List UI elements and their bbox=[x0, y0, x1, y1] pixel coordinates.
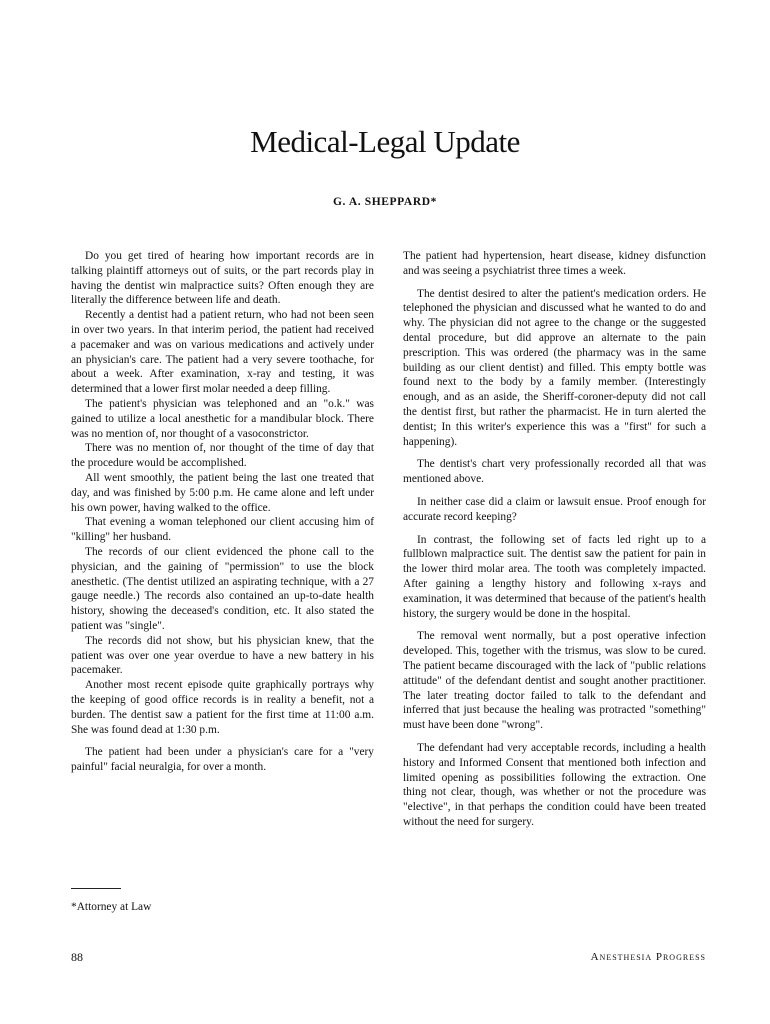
paragraph: The removal went normally, but a post operative infection developed. This, together with the trismus, was slow to be cured. The patient became discouraged with the lack of "public relations attitude" of the defendant dentist and sought another practitioner. The later treating doctor failed to talk to the defendant and inferred that just because the healing was protracted "something" must have been done "wrong". bbox=[403, 630, 706, 732]
paragraph: All went smoothly, the patient being the last one treated that day, and was finished by 5:00 p.m. He came alone and left under his own power, having walked to the office. bbox=[71, 471, 374, 514]
paragraph: Do you get tired of hearing how important records are in talking plaintiff attorneys out of suits, or the part records play in having the dentist win malpractice suits? Often enough they are literally the difference between life and death. bbox=[71, 250, 374, 307]
paragraph: The defendant had very acceptable records, including a health history and Informed Consent that mentioned both infection and limited opening as possibilities following the extraction. One thing not clear, though, was whether or not the procedure was "elective", in that perhaps the condition could have been treated without the need for surgery. bbox=[403, 741, 706, 828]
right-column bbox=[403, 249, 706, 838]
paragraph: Recently a dentist had a patient return, who had not been seen in over two years. In that interim period, the patient had received a pacemaker and was on various medications and actively under an physician's care. The patient had a very severe toothache, for about a week. After examination, x-ray and testing, it was determined that a lower first molar needed a deep filling. bbox=[71, 309, 374, 396]
paragraph: The patient's physician was telephoned and an "o.k." was gained to utilize a local anesthetic for a mandibular block. There was no mention of, nor thought of a vasoconstrictor. bbox=[71, 397, 374, 440]
paragraph: The dentist's chart very professionally recorded all that was mentioned above. bbox=[403, 458, 706, 486]
footnote-divider bbox=[71, 888, 121, 889]
article-title: Medical-Legal Update bbox=[250, 124, 520, 159]
paragraph: The patient had been under a physician's care for a "very painful" facial neuralgia, for over a month. bbox=[71, 746, 374, 774]
paragraph: That evening a woman telephoned our client accusing him of "killing" her husband. bbox=[71, 516, 374, 544]
left-column bbox=[71, 249, 374, 775]
article-author: G. A. SHEPPARD* bbox=[333, 196, 437, 208]
paragraph: The dentist desired to alter the patient's medication orders. He telephoned the physician and discussed what he wanted to do and why. The physician did not agree to the change or the suggested dental procedure, but did approve an alternate to the pain prescription. This was ordered (the pharmacy was in the same building as our client dentist) and filled. This empty bottle was found next to the body by a family member. (Interestingly enough, and as an aside, the Sheriff-coroner-deputy did not call the dentist first, but rather the pharmacist. He in turn alerted the dentist; In this writer's experience this was a "first" for such a happening). bbox=[403, 287, 706, 448]
paragraph: Another most recent episode quite graphically portrays why the keeping of good office records is in reality a benefit, not a burden. The dentist saw a patient for the first time at 11:00 a.m. She was found dead at 1:30 p.m. bbox=[71, 679, 374, 736]
footnote: *Attorney at Law bbox=[71, 901, 152, 913]
page-number: 88 bbox=[71, 950, 83, 964]
paragraph: There was no mention of, nor thought of the time of day that the procedure would be accomplished. bbox=[71, 442, 374, 470]
paragraph: The patient had hypertension, heart disease, kidney disfunction and was seeing a psychiatrist three times a week. bbox=[403, 250, 706, 277]
journal-name: Anesthesia Progress bbox=[590, 951, 706, 963]
paragraph: In contrast, the following set of facts led right up to a fullblown malpractice suit. The dentist saw the patient for pain in the lower third molar area. The tooth was completely impacted. After gaining a lengthy history and following x-rays and examination, it was determined that because of the patient's health history, the surgery would be done in the hospital. bbox=[403, 533, 706, 620]
paragraph: The records did not show, but his physician knew, that the patient was over one year overdue to have a new battery in his pacemaker. bbox=[71, 634, 374, 677]
paragraph: In neither case did a claim or lawsuit ensue. Proof enough for accurate record keeping? bbox=[403, 495, 706, 523]
paragraph: The records of our client evidenced the phone call to the physician, and the gaining of "permission" to use the block anesthetic. (The dentist utilized an aspirating technique, with a 27 gauge needle.) The records also contained an up-to-date health history, showing the deceased's condition, etc. It also stated the patient was "single". bbox=[71, 545, 374, 632]
